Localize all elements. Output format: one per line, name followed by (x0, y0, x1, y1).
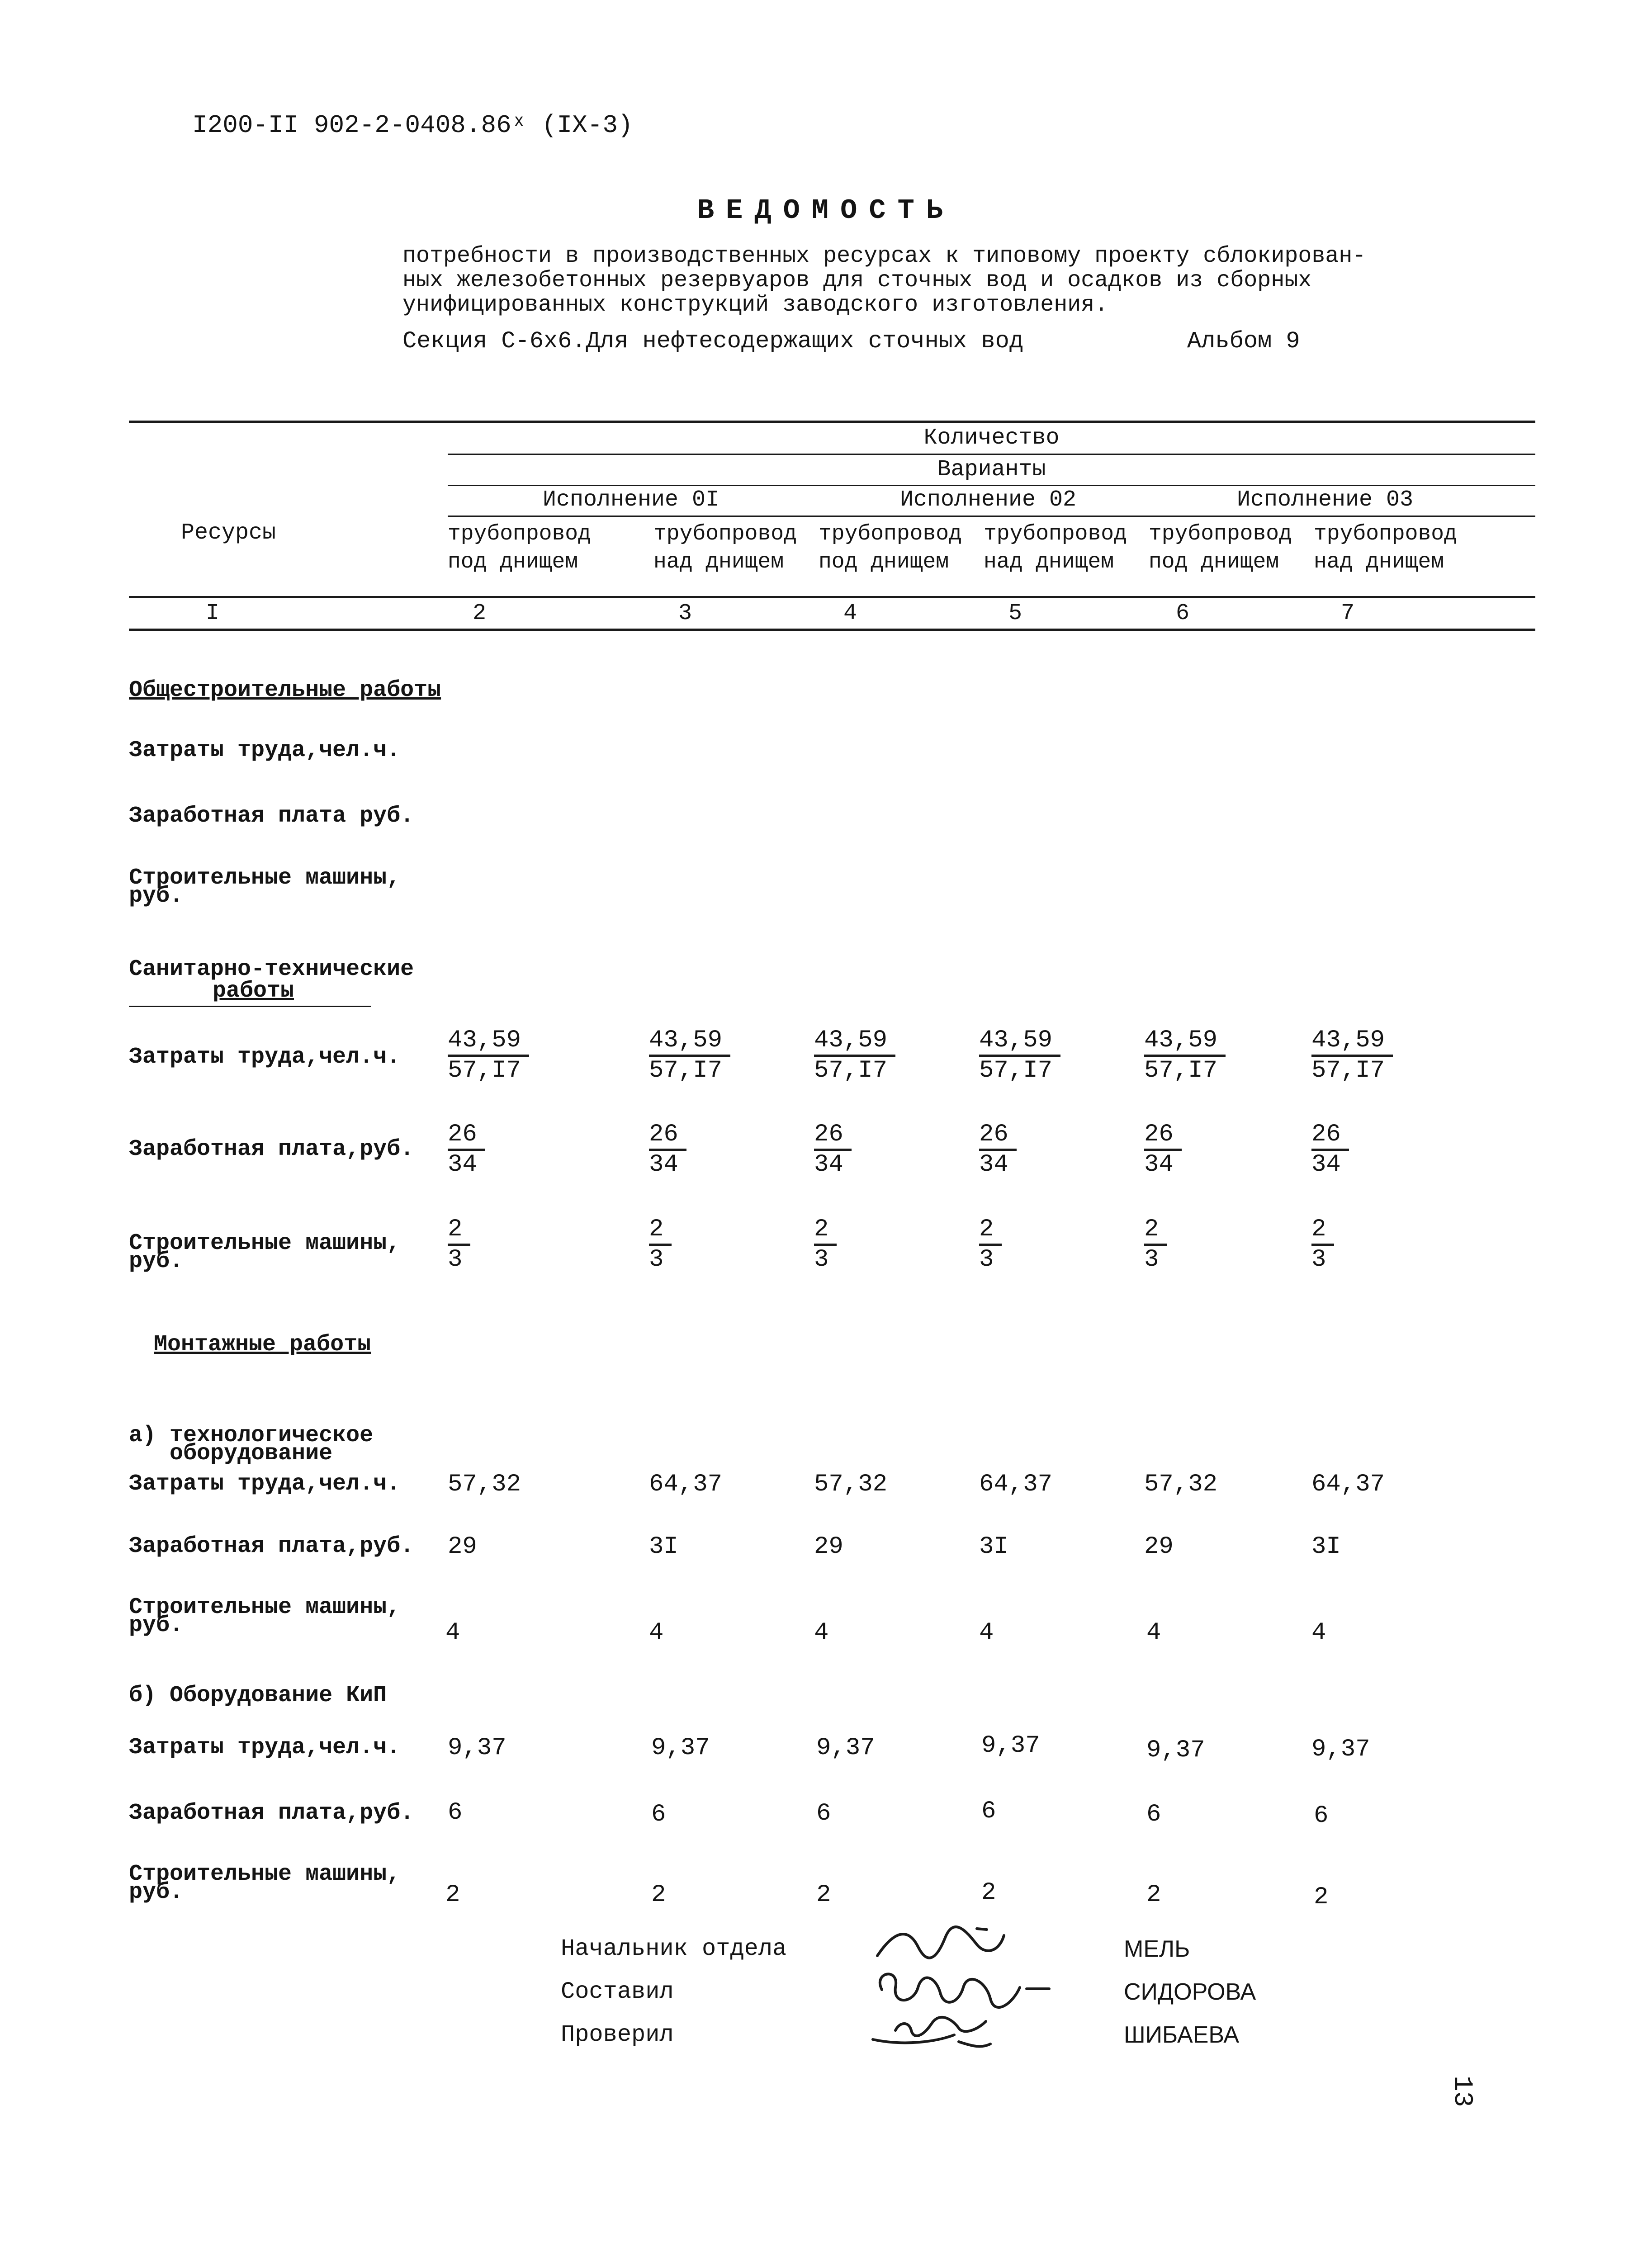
quantity-rule (448, 454, 1535, 455)
row-label-labor: Затраты труда,чел.ч. (129, 1471, 401, 1497)
column-header: трубопровод под днищем (1149, 522, 1292, 574)
cell-value: 4 (1146, 1619, 1161, 1646)
cell-value: 6 (1146, 1801, 1161, 1828)
cell-value: 9,37 (816, 1734, 875, 1762)
document-title: ВЕДОМОСТЬ (697, 194, 955, 227)
row-label-labor: Затраты труда,чел.ч. (129, 1044, 401, 1070)
column-header: трубопровод над днищем (1314, 522, 1457, 574)
subsection-title-tech: а) технологическое оборудование (129, 1423, 374, 1466)
cell-value: 4 (979, 1619, 994, 1646)
fraction-value: $\frac{2}{3}$ (448, 1216, 470, 1274)
cell-value: 6 (816, 1800, 831, 1827)
table-top-rule (129, 421, 1535, 423)
resources-header: Ресурсы (181, 520, 276, 546)
execution-01-header: Исполнение 0I (542, 487, 719, 513)
section-name: Секция С-6х6.Для нефтесодержащих сточных вод (402, 328, 1024, 355)
column-number: 5 (1008, 601, 1022, 626)
row-label-wages: Заработная плата,руб. (129, 1800, 414, 1826)
column-number: 4 (843, 601, 857, 626)
cell-value: 2 (445, 1881, 460, 1909)
variants-header: Варианты (937, 457, 1046, 483)
subsection-title-kip: б) Оборудование КиП (129, 1683, 387, 1708)
cell-value: 3I (649, 1533, 678, 1561)
column-number-bottom-rule (129, 629, 1535, 631)
fraction-value: $\frac{43,59}{57,I7}$ (448, 1027, 529, 1085)
cell-value: 4 (1311, 1619, 1326, 1646)
cell-value: 9,37 (448, 1734, 506, 1762)
document-subtitle (402, 244, 1366, 317)
column-header: трубопровод над днищем (984, 522, 1127, 574)
fraction-value: $\frac{26}{34}$ (1144, 1121, 1182, 1179)
document-code: I200-II 902-2-0408.86ˣ (IX-3) (192, 111, 633, 140)
row-label-machines: Строительные машины, руб. (129, 1594, 401, 1638)
signature-role: Проверил (561, 2021, 674, 2048)
row-label-labor: Затраты труда,чел.ч. (129, 738, 401, 763)
cell-value: 3I (1311, 1533, 1341, 1561)
cell-value: 29 (448, 1533, 477, 1561)
fraction-value: $\frac{43,59}{57,I7}$ (814, 1027, 895, 1085)
cell-value: 4 (445, 1619, 460, 1646)
fraction-value: $\frac{43,59}{57,I7}$ (649, 1027, 730, 1085)
subtitle-line: ных железобетонных резервуаров для сточных вод и осадков из сборных (402, 268, 1312, 293)
cell-value: 4 (814, 1619, 829, 1646)
fraction-value: $\frac{43,59}{57,I7}$ (979, 1027, 1060, 1085)
cell-value: 9,37 (981, 1732, 1040, 1760)
subtitle-line: унифицированных конструкций заводского изготовления. (402, 292, 1108, 318)
row-label-wages: Заработная плата,руб. (129, 1136, 414, 1162)
cell-value: 57,32 (1144, 1471, 1218, 1498)
cell-value: 2 (816, 1881, 831, 1909)
variants-rule (448, 485, 1535, 486)
cell-value: 6 (981, 1798, 996, 1825)
cell-value: 29 (814, 1533, 843, 1561)
fraction-value: $\frac{26}{34}$ (448, 1121, 485, 1179)
section-title-sanitary: Санитарно-технические работы (129, 956, 414, 1004)
cell-value: 57,32 (448, 1471, 521, 1498)
cell-value: 29 (1144, 1533, 1174, 1561)
column-number: 6 (1176, 601, 1190, 626)
cell-value: 64,37 (1311, 1471, 1385, 1498)
executions-rule (448, 516, 1535, 517)
cell-value: 9,37 (1146, 1736, 1205, 1764)
row-label-wages: Заработная плата руб. (129, 803, 414, 829)
signature-name: ШИБАЕВА (1124, 2022, 1240, 2048)
signature-name: СИДОРОВА (1124, 1979, 1256, 2005)
row-label-machines: Строительные машины, руб. (129, 865, 401, 909)
execution-02-header: Исполнение 02 (899, 487, 1077, 513)
cell-value: 6 (651, 1801, 666, 1828)
column-number: 3 (678, 601, 692, 626)
row-label-machines: Строительные машины, руб. (129, 1230, 401, 1274)
signature-mark (868, 1920, 1058, 1969)
subtitle-line: потребности в производственных ресурсах к типовому проекту сблокирован- (402, 243, 1366, 269)
cell-value: 4 (649, 1619, 664, 1646)
cell-value: 6 (448, 1799, 463, 1826)
row-label-machines: Строительные машины, руб. (129, 1861, 401, 1905)
fraction-value: $\frac{2}{3}$ (979, 1216, 1002, 1274)
signature-role: Составил (561, 1978, 674, 2005)
column-header: трубопровод под днищем (448, 522, 591, 574)
cell-value: 2 (981, 1879, 996, 1906)
section-title-installation: Монтажные работы (154, 1332, 371, 1358)
cell-value: 6 (1314, 1802, 1329, 1830)
column-header-bottom-rule (129, 596, 1535, 598)
cell-value: 64,37 (979, 1471, 1053, 1498)
cell-value: 2 (651, 1881, 666, 1909)
signature-role: Начальник отдела (561, 1935, 787, 1962)
cell-value: 57,32 (814, 1471, 888, 1498)
section-title-general: Общестроительные работы (129, 677, 441, 703)
row-label-wages: Заработная плата,руб. (129, 1533, 414, 1559)
column-header: трубопровод над днищем (653, 522, 797, 574)
fraction-value: $\frac{2}{3}$ (649, 1216, 672, 1274)
execution-03-header: Исполнение 03 (1236, 487, 1414, 513)
cell-value: 64,37 (649, 1471, 723, 1498)
cell-value: 9,37 (651, 1734, 710, 1762)
column-number: 2 (473, 601, 487, 626)
sanitary-underline (129, 1006, 371, 1007)
column-number: I (206, 601, 220, 626)
cell-value: 3I (979, 1533, 1008, 1561)
fraction-value: $\frac{43,59}{57,I7}$ (1144, 1027, 1226, 1085)
column-number: 7 (1341, 601, 1355, 626)
signature-mark (868, 2003, 1058, 2053)
fraction-value: $\frac{2}{3}$ (814, 1216, 837, 1274)
fraction-value: $\frac{26}{34}$ (814, 1121, 852, 1179)
signature-name: МЕЛЬ (1124, 1936, 1190, 1962)
quantity-header: Количество (923, 425, 1060, 451)
cell-value: 2 (1314, 1883, 1329, 1911)
fraction-value: $\frac{2}{3}$ (1311, 1216, 1334, 1274)
row-label-labor: Затраты труда,чел.ч. (129, 1735, 401, 1760)
fraction-value: $\frac{43,59}{57,I7}$ (1311, 1027, 1393, 1085)
column-header: трубопровод под днищем (819, 522, 962, 574)
fraction-value: $\frac{26}{34}$ (979, 1121, 1017, 1179)
fraction-value: $\frac{26}{34}$ (1311, 1121, 1349, 1179)
cell-value: 9,37 (1311, 1736, 1370, 1763)
fraction-value: $\frac{26}{34}$ (649, 1121, 686, 1179)
page-number: 13 (1447, 2076, 1477, 2107)
cell-value: 2 (1146, 1881, 1161, 1909)
album-label: Альбом 9 (1187, 328, 1300, 355)
fraction-value: $\frac{2}{3}$ (1144, 1216, 1167, 1274)
